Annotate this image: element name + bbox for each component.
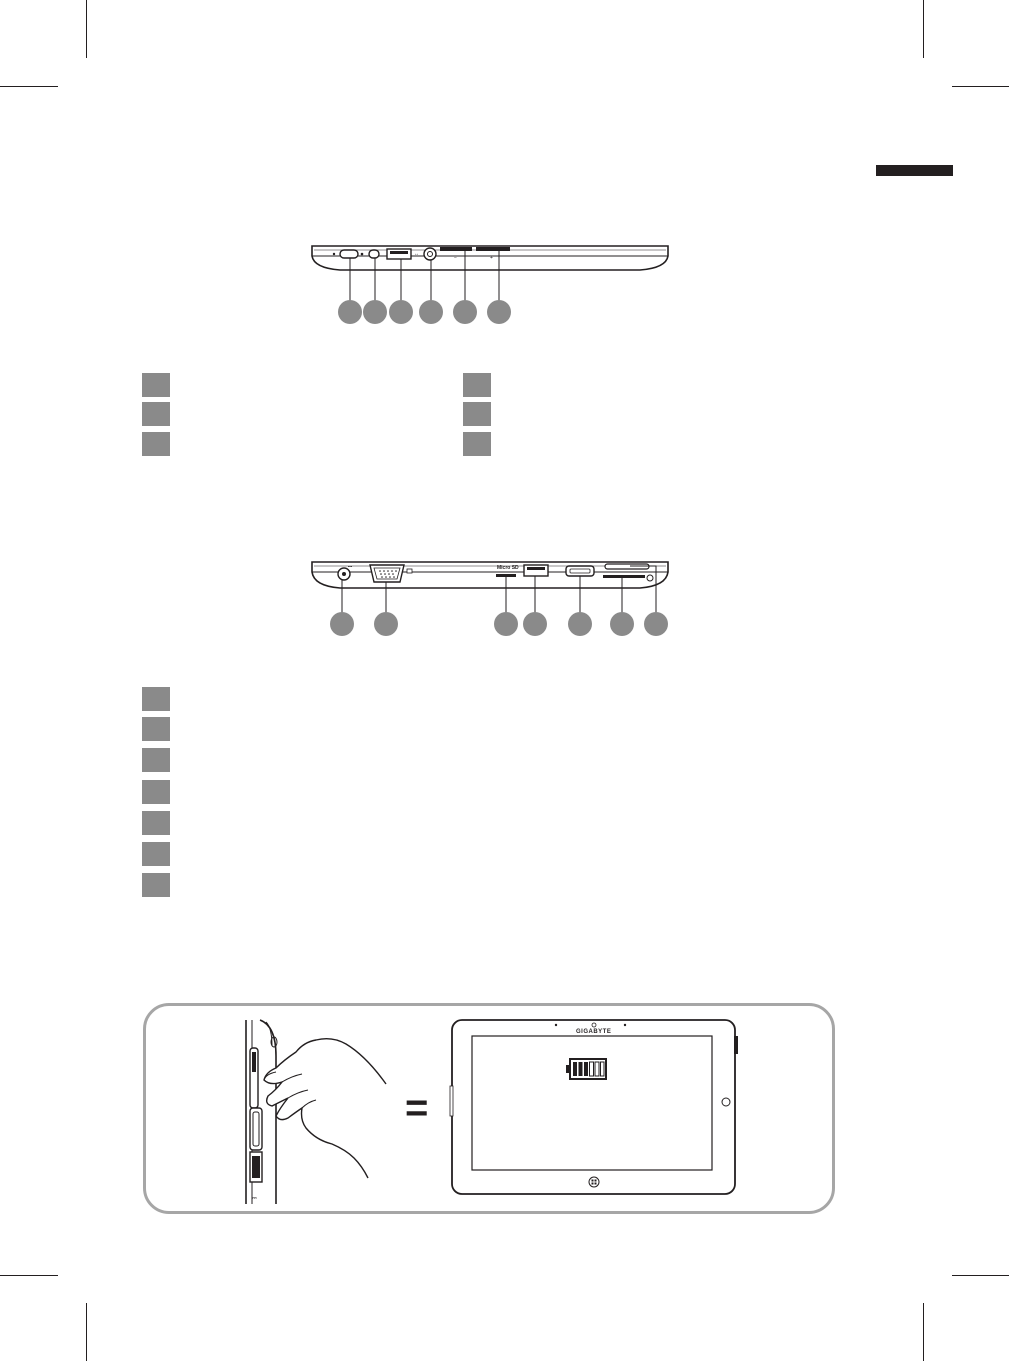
microsd-port-label: Micro SD (497, 565, 519, 571)
left-legend-marker-1 (142, 373, 170, 397)
right-legend-marker-2 (142, 717, 170, 741)
hand-pressing-button-icon (236, 1016, 396, 1208)
brand-label: GIGABYTE (576, 1029, 612, 1035)
crop-mark-top-left-v (86, 0, 87, 58)
crop-mark-top-right-v (923, 0, 924, 58)
crop-mark-bottom-left-v (86, 1303, 87, 1361)
left-legend-marker-4 (463, 373, 491, 397)
left-callout-6 (487, 300, 511, 324)
left-legend-marker-6 (463, 432, 491, 456)
svg-text:+: + (490, 255, 493, 261)
left-legend-marker-3 (142, 432, 170, 456)
tablet-icon (448, 1016, 740, 1198)
right-legend-marker-4 (142, 780, 170, 804)
svg-text:↔: ↔ (414, 251, 419, 257)
left-callout-1 (338, 300, 362, 324)
right-legend-marker-5 (142, 811, 170, 835)
left-callout-3 (389, 300, 413, 324)
right-callout-3 (494, 612, 518, 636)
left-legend-marker-5 (463, 402, 491, 426)
right-callout-6 (610, 612, 634, 636)
left-legend-marker-2 (142, 402, 170, 426)
equals-symbol: = (405, 1086, 429, 1130)
crop-mark-top-left-h (0, 86, 58, 87)
crop-mark-bottom-right-h (952, 1275, 1009, 1276)
right-callout-2 (374, 612, 398, 636)
svg-text:⎓: ⎓ (252, 1196, 257, 1202)
crop-mark-bottom-left-h (0, 1275, 58, 1276)
right-callout-5 (568, 612, 592, 636)
right-legend-marker-6 (142, 842, 170, 866)
left-callout-4 (419, 300, 443, 324)
section-tab-marker (876, 165, 953, 176)
right-legend-marker-7 (142, 873, 170, 897)
right-callout-1 (330, 612, 354, 636)
right-legend-marker-1 (142, 687, 170, 711)
right-callout-4 (523, 612, 547, 636)
crop-mark-bottom-right-v (923, 1303, 924, 1361)
right-callout-7 (644, 612, 668, 636)
right-legend-marker-3 (142, 748, 170, 772)
left-callout-2 (363, 300, 387, 324)
left-callout-5 (453, 300, 477, 324)
battery-icon (566, 1058, 608, 1080)
crop-mark-top-right-h (952, 86, 1009, 87)
svg-text:−: − (454, 255, 457, 261)
svg-text:⎓: ⎓ (348, 564, 352, 570)
